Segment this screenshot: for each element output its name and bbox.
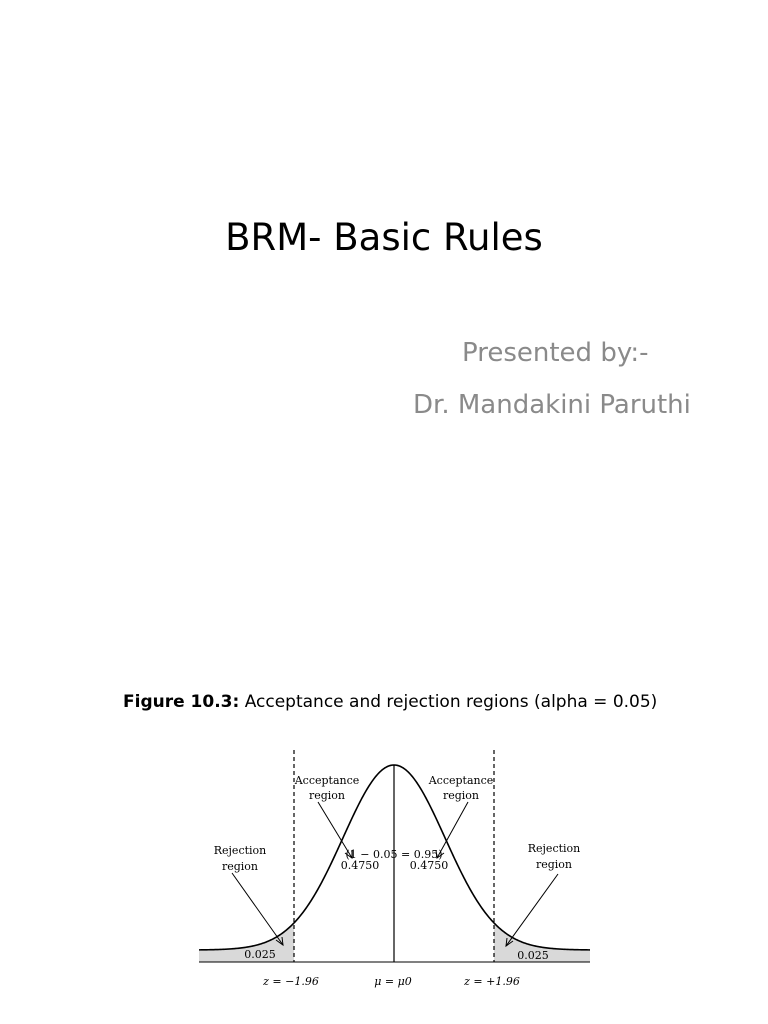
annotation-arrows [232,802,558,946]
left-half-area-label: 0.4750 [340,859,380,872]
rejection-region-left-label: Rejection [213,844,267,857]
left-tail-area-label: 0.025 [244,948,276,961]
acceptance-region-left-label: Acceptance [294,774,360,787]
presented-by-label: Presented by:- [462,338,649,368]
rejection-region-right-label-2: region [535,858,573,871]
z-right-label: z = +1.96 [464,975,520,988]
rejection-region-left-label-2: region [221,860,259,873]
figure-caption [123,692,657,712]
figure-caption-text: Acceptance and rejection regions (alpha = 0.05) [239,692,658,712]
figure-caption-number: Figure 10.3: [123,692,240,712]
slide-title: BRM- Basic Rules [225,216,543,259]
right-tail-area-label: 0.025 [517,949,549,962]
z-left-label: z = −1.96 [263,975,319,988]
mean-label: μ = μ0 [374,975,412,988]
normal-distribution-diagram [0,740,768,1000]
rejection-region-right-label: Rejection [527,842,581,855]
acceptance-probability-label: (1 − 0.05 = 0.95) [345,848,443,861]
acceptance-region-left-label-2: region [308,789,346,802]
right-half-area-label: 0.4750 [409,859,449,872]
acceptance-region-right-label: Acceptance [428,774,494,787]
acceptance-region-right-label-2: region [442,789,480,802]
presenter-name: Dr. Mandakini Paruthi [413,390,691,420]
